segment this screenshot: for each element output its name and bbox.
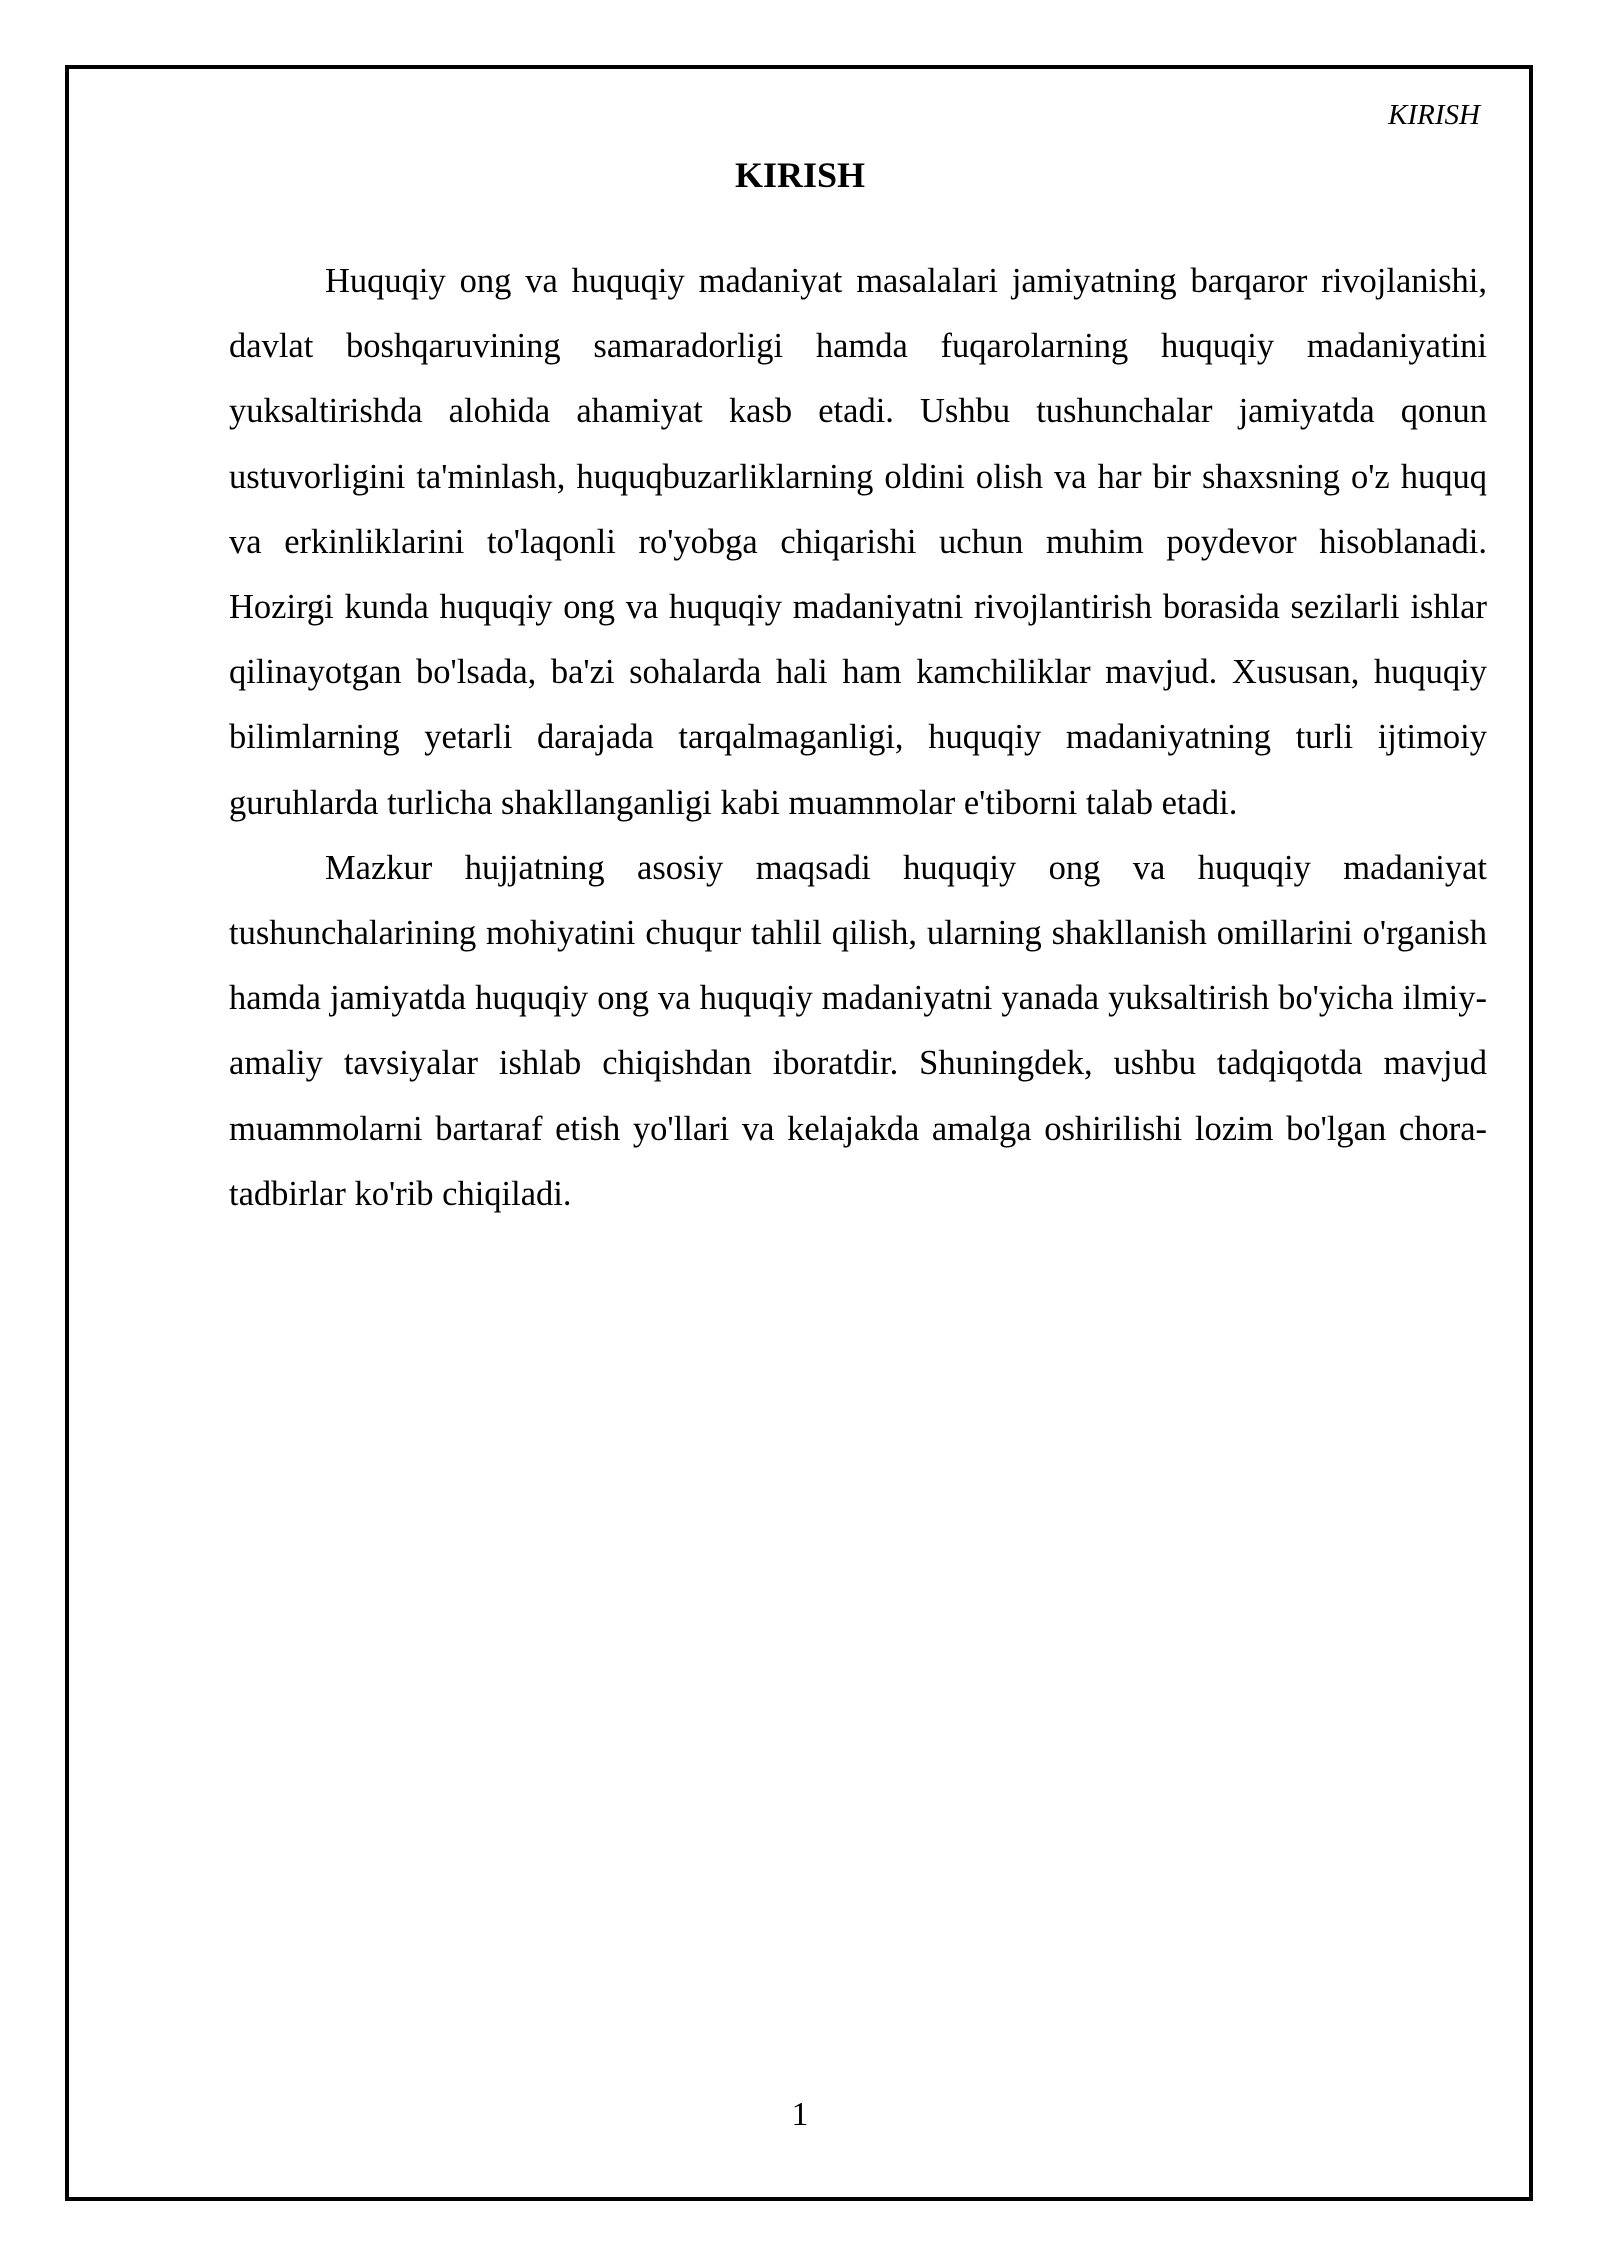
paragraph: Huquqiy ong va huquqiy madaniyat masalalari jamiyatning barqaror rivojlanishi, davlat boshqaruvining samaradorligi hamda fuqarolarning huquqiy madaniyatini yuksaltirishda alohida ahamiyat kasb etadi. Ushbu tushunchalar jamiyatda qonun ustuvorligini ta'minlash, huquqbuzarliklarning oldini olish va har bir shaxsning o'z huquq va erkinliklarini to'laqonli ro'yobga chiqarishi uchun muhim poydevor hisoblanadi. Hozirgi kunda huquqiy ong va huquqiy madaniyatni rivojlantirish borasida sezilarli ishlar qilinayotgan bo'lsada, ba'zi sohalarda hali ham kamchiliklar mavjud. Xususan, huquqiy bilimlarning yetarli darajada tarqalmaganligi, huquqiy madaniyatning turli ijtimoiy guruhlarda turlicha shakllanganligi kabi muammolar e'tiborni talab etadi. xyxy=(229,262,1487,822)
page-number: 1 xyxy=(791,2096,809,2133)
body-text xyxy=(229,249,1487,1227)
paragraph: Mazkur hujjatning asosiy maqsadi huquqiy ong va huquqiy madaniyat tushunchalarining mohiyatini chuqur tahlil qilish, ularning shakllanish omillarini o'rganish hamda jamiyatda huquqiy ong va huquqiy madaniyatni yanada yuksaltirish bo'yicha ilmiy-amaliy tavsiyalar ishlab chiqishdan iboratdir. Shuningdek, ushbu tadqiqotda mavjud muammolarni bartaraf etish yo'llari va kelajakda amalga oshirilishi lozim bo'lgan chora-tadbirlar ko'rib chiqiladi. xyxy=(229,848,1487,1213)
page-title: KIRISH xyxy=(734,155,866,195)
running-header: KIRISH xyxy=(1388,99,1480,131)
